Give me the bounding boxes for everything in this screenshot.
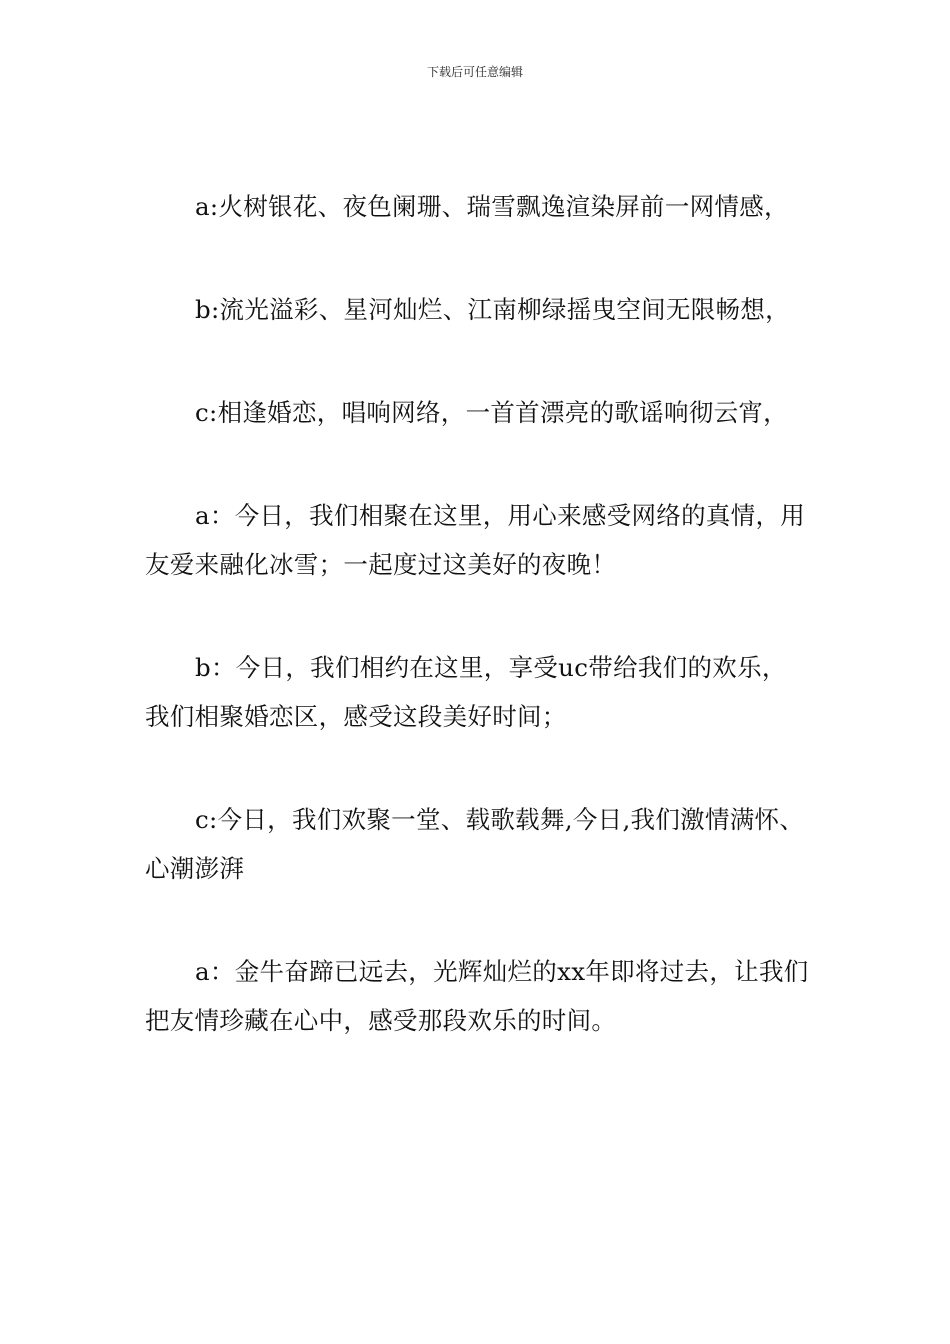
paragraph-4: a：今日，我们相聚在这里，用心来感受网络的真情，用友爱来融化冰雪；一起度过这美好的夜晚！ bbox=[145, 501, 806, 579]
paragraph-2: b:流光溢彩、星河灿烂、江南柳绿摇曳空间无限畅想， bbox=[195, 295, 790, 324]
paragraph-7: a：金牛奋蹄已远去，光辉灿烂的xx年即将过去，让我们把友情珍藏在心中，感受那段欢乐的时间。 bbox=[145, 957, 809, 1035]
paragraph-5: b：今日，我们相约在这里，享受uc带给我们的欢乐，我们相聚婚恋区，感受这段美好时间； bbox=[145, 653, 787, 731]
paragraph-6: c:今日，我们欢聚一堂、载歌载舞,今日,我们激情满怀、心潮澎湃 bbox=[145, 805, 805, 883]
page-header: 下载后可任意编辑 bbox=[426, 65, 523, 79]
document-body bbox=[145, 182, 810, 1099]
paragraph-3: c:相逢婚恋，唱响网络，一首首漂亮的歌谣响彻云宵， bbox=[195, 398, 788, 427]
paragraph-1: a:火树银花、夜色阑珊、瑞雪飘逸渲染屏前一网情感， bbox=[195, 192, 789, 221]
